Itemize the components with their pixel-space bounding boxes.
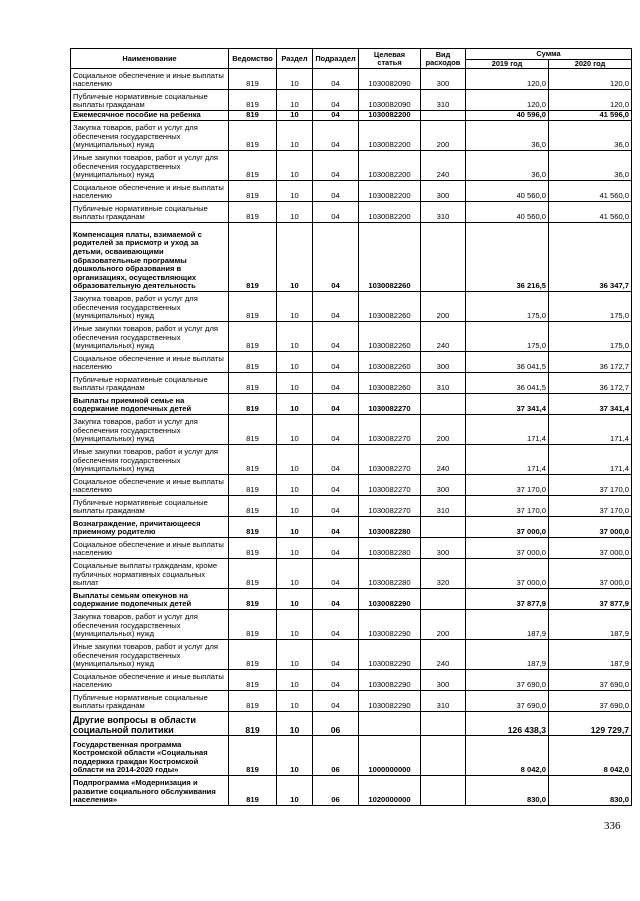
- header-name: Наименование: [71, 49, 229, 69]
- row-sum-2019: 175,0: [466, 292, 549, 322]
- table-row: [71, 223, 632, 292]
- row-section: 10: [277, 111, 313, 121]
- row-sum-2020: 37 170,0: [549, 475, 632, 496]
- row-subsection: 04: [313, 322, 359, 352]
- row-sum-2020: 41 560,0: [549, 181, 632, 202]
- row-sum-2019: 37 690,0: [466, 670, 549, 691]
- row-section: 10: [277, 322, 313, 352]
- row-sum-2019: 37 000,0: [466, 559, 549, 589]
- row-subsection: 04: [313, 373, 359, 394]
- row-exp-type: 200: [421, 415, 466, 445]
- table-row: [71, 610, 632, 640]
- row-sum-2019: 40 560,0: [466, 181, 549, 202]
- row-sum-2019: 830,0: [466, 776, 549, 806]
- row-subsection: 04: [313, 589, 359, 610]
- row-subsection: 04: [313, 670, 359, 691]
- row-sum-2019: 37 170,0: [466, 475, 549, 496]
- row-section: 10: [277, 69, 313, 90]
- row-sum-2020: 37 000,0: [549, 559, 632, 589]
- row-article: 1030082290: [359, 670, 421, 691]
- row-article: 1030082090: [359, 69, 421, 90]
- row-sum-2019: 120,0: [466, 69, 549, 90]
- row-name: Публичные нормативные социальные выплаты гражданам: [71, 90, 229, 111]
- row-dept: 819: [229, 90, 277, 111]
- row-name: Социальное обеспечение и иные выплаты населению: [71, 670, 229, 691]
- row-subsection: 04: [313, 640, 359, 670]
- row-sum-2020: 37 000,0: [549, 517, 632, 538]
- row-sum-2020: 37 170,0: [549, 496, 632, 517]
- table-row: [71, 691, 632, 712]
- row-article: 1030082260: [359, 373, 421, 394]
- row-sum-2019: 126 438,3: [466, 712, 549, 736]
- row-name: Иные закупки товаров, работ и услуг для обеспечения государственных (муниципальных) нужд: [71, 151, 229, 181]
- row-dept: 819: [229, 538, 277, 559]
- row-exp-type: 300: [421, 538, 466, 559]
- row-dept: 819: [229, 415, 277, 445]
- row-section: 10: [277, 121, 313, 151]
- row-article: 1030082290: [359, 640, 421, 670]
- row-exp-type: 240: [421, 322, 466, 352]
- row-exp-type: 300: [421, 670, 466, 691]
- row-exp-type: 310: [421, 202, 466, 223]
- row-section: 10: [277, 517, 313, 538]
- row-article: 1030082270: [359, 394, 421, 415]
- row-sum-2019: 8 042,0: [466, 736, 549, 776]
- row-article: 1030082280: [359, 538, 421, 559]
- row-article: 1030082260: [359, 292, 421, 322]
- row-sum-2020: 120,0: [549, 90, 632, 111]
- row-section: 10: [277, 445, 313, 475]
- row-section: 10: [277, 610, 313, 640]
- table-row: [71, 151, 632, 181]
- row-name: Выплаты семьям опекунов на содержание подопечных детей: [71, 589, 229, 610]
- row-sum-2020: 175,0: [549, 322, 632, 352]
- row-section: 10: [277, 776, 313, 806]
- row-sum-2020: 171,4: [549, 445, 632, 475]
- row-section: 10: [277, 202, 313, 223]
- row-section: 10: [277, 223, 313, 292]
- row-dept: 819: [229, 712, 277, 736]
- row-subsection: 04: [313, 69, 359, 90]
- row-dept: 819: [229, 691, 277, 712]
- row-article: 1030082290: [359, 589, 421, 610]
- header-dept: Ведомство: [229, 49, 277, 69]
- row-exp-type: 200: [421, 292, 466, 322]
- row-exp-type: [421, 589, 466, 610]
- row-exp-type: [421, 776, 466, 806]
- row-article: 1030082290: [359, 691, 421, 712]
- row-sum-2020: 41 596,0: [549, 111, 632, 121]
- row-dept: 819: [229, 322, 277, 352]
- row-sum-2020: 120,0: [549, 69, 632, 90]
- row-article: 1030082200: [359, 111, 421, 121]
- row-subsection: 04: [313, 496, 359, 517]
- row-sum-2019: 37 690,0: [466, 691, 549, 712]
- table-row: [71, 496, 632, 517]
- table-row: [71, 736, 632, 776]
- row-sum-2020: 187,9: [549, 610, 632, 640]
- row-dept: 819: [229, 517, 277, 538]
- row-name: Ежемесячное пособие на ребенка: [71, 111, 229, 121]
- row-subsection: 06: [313, 712, 359, 736]
- table-row: [71, 712, 632, 736]
- row-name: Социальное обеспечение и иные выплаты населению: [71, 475, 229, 496]
- row-exp-type: [421, 517, 466, 538]
- row-name: Закупка товаров, работ и услуг для обеспечения государственных (муниципальных) нужд: [71, 292, 229, 322]
- row-article: 1030082280: [359, 517, 421, 538]
- row-section: 10: [277, 589, 313, 610]
- row-sum-2019: 36,0: [466, 151, 549, 181]
- row-sum-2020: 830,0: [549, 776, 632, 806]
- table-row: [71, 589, 632, 610]
- row-sum-2020: 41 560,0: [549, 202, 632, 223]
- row-dept: 819: [229, 181, 277, 202]
- row-article: 1020000000: [359, 776, 421, 806]
- table-row: [71, 373, 632, 394]
- header-exp-type: Вид расходов: [421, 49, 466, 69]
- row-sum-2019: 37 341,4: [466, 394, 549, 415]
- row-subsection: 04: [313, 691, 359, 712]
- row-article: 1030082200: [359, 202, 421, 223]
- row-sum-2020: 36 172,7: [549, 373, 632, 394]
- row-dept: 819: [229, 559, 277, 589]
- page-number: 336: [604, 820, 621, 832]
- row-exp-type: [421, 712, 466, 736]
- table-row: [71, 415, 632, 445]
- budget-table: [70, 48, 632, 806]
- header-sum: Сумма: [466, 49, 632, 60]
- row-article: 1030082200: [359, 181, 421, 202]
- row-sum-2020: 37 877,9: [549, 589, 632, 610]
- row-subsection: 04: [313, 111, 359, 121]
- row-article: 1030082270: [359, 475, 421, 496]
- row-sum-2020: 36 172,7: [549, 352, 632, 373]
- row-dept: 819: [229, 475, 277, 496]
- row-section: 10: [277, 559, 313, 589]
- row-sum-2020: 171,4: [549, 415, 632, 445]
- row-article: 1030082280: [359, 559, 421, 589]
- header-section: Раздел: [277, 49, 313, 69]
- row-section: 10: [277, 475, 313, 496]
- row-section: 10: [277, 181, 313, 202]
- row-exp-type: 300: [421, 352, 466, 373]
- row-dept: 819: [229, 373, 277, 394]
- row-name: Закупка товаров, работ и услуг для обеспечения государственных (муниципальных) нужд: [71, 415, 229, 445]
- row-sum-2019: 37 000,0: [466, 517, 549, 538]
- row-article: 1030082290: [359, 610, 421, 640]
- header-year-2019: 2019 год: [466, 60, 549, 69]
- row-name: Выплаты приемной семье на содержание подопечных детей: [71, 394, 229, 415]
- row-subsection: 04: [313, 475, 359, 496]
- row-sum-2019: 171,4: [466, 445, 549, 475]
- row-subsection: 06: [313, 736, 359, 776]
- row-name: Социальное обеспечение и иные выплаты населению: [71, 69, 229, 90]
- row-subsection: 04: [313, 415, 359, 445]
- row-sum-2020: 36,0: [549, 121, 632, 151]
- row-subsection: 04: [313, 292, 359, 322]
- row-sum-2019: 36,0: [466, 121, 549, 151]
- row-dept: 819: [229, 151, 277, 181]
- row-article: 1030082090: [359, 90, 421, 111]
- table-row: [71, 111, 632, 121]
- row-subsection: 04: [313, 559, 359, 589]
- row-exp-type: 300: [421, 475, 466, 496]
- row-subsection: 04: [313, 151, 359, 181]
- row-article: 1000000000: [359, 736, 421, 776]
- row-name: Социальное обеспечение и иные выплаты населению: [71, 352, 229, 373]
- row-section: 10: [277, 538, 313, 559]
- header-article: Целевая статья: [359, 49, 421, 69]
- row-sum-2019: 40 596,0: [466, 111, 549, 121]
- row-subsection: 04: [313, 394, 359, 415]
- row-section: 10: [277, 670, 313, 691]
- row-section: 10: [277, 352, 313, 373]
- table-body: [71, 69, 632, 806]
- row-section: 10: [277, 292, 313, 322]
- row-sum-2019: 171,4: [466, 415, 549, 445]
- row-section: 10: [277, 415, 313, 445]
- row-section: 10: [277, 394, 313, 415]
- row-subsection: 04: [313, 517, 359, 538]
- table-row: [71, 559, 632, 589]
- row-section: 10: [277, 640, 313, 670]
- row-section: 10: [277, 90, 313, 111]
- row-sum-2019: 37 170,0: [466, 496, 549, 517]
- table-row: [71, 292, 632, 322]
- table-row: [71, 640, 632, 670]
- row-article: 1030082200: [359, 121, 421, 151]
- table-row: [71, 90, 632, 111]
- row-sum-2020: 8 042,0: [549, 736, 632, 776]
- row-name: Иные закупки товаров, работ и услуг для обеспечения государственных (муниципальных) нужд: [71, 322, 229, 352]
- row-dept: 819: [229, 69, 277, 90]
- table-row: [71, 517, 632, 538]
- header-year-2020: 2020 год: [549, 60, 632, 69]
- row-name: Подпрограмма «Модернизация и развитие социального обслуживания населения»: [71, 776, 229, 806]
- row-subsection: 04: [313, 223, 359, 292]
- row-sum-2020: 37 000,0: [549, 538, 632, 559]
- row-sum-2020: 36,0: [549, 151, 632, 181]
- row-subsection: 04: [313, 352, 359, 373]
- table-row: [71, 181, 632, 202]
- table-row: [71, 202, 632, 223]
- row-section: 10: [277, 373, 313, 394]
- row-section: 10: [277, 736, 313, 776]
- row-dept: 819: [229, 121, 277, 151]
- row-exp-type: 200: [421, 610, 466, 640]
- row-name: Закупка товаров, работ и услуг для обеспечения государственных (муниципальных) нужд: [71, 610, 229, 640]
- row-name: Публичные нормативные социальные выплаты гражданам: [71, 202, 229, 223]
- row-exp-type: 240: [421, 445, 466, 475]
- table-row: [71, 475, 632, 496]
- row-sum-2020: 37 690,0: [549, 691, 632, 712]
- row-name: Социальное обеспечение и иные выплаты населению: [71, 181, 229, 202]
- row-exp-type: [421, 736, 466, 776]
- row-exp-type: 300: [421, 181, 466, 202]
- row-name: Вознаграждение, причитающееся приемному родителю: [71, 517, 229, 538]
- row-sum-2020: 187,9: [549, 640, 632, 670]
- row-article: [359, 712, 421, 736]
- row-sum-2019: 175,0: [466, 322, 549, 352]
- row-exp-type: 310: [421, 691, 466, 712]
- row-exp-type: 310: [421, 90, 466, 111]
- row-sum-2019: 187,9: [466, 610, 549, 640]
- row-name: Социальное обеспечение и иные выплаты населению: [71, 538, 229, 559]
- row-article: 1030082260: [359, 322, 421, 352]
- row-sum-2020: 129 729,7: [549, 712, 632, 736]
- row-dept: 819: [229, 394, 277, 415]
- table-row: [71, 670, 632, 691]
- row-article: 1030082260: [359, 352, 421, 373]
- row-section: 10: [277, 712, 313, 736]
- row-dept: 819: [229, 589, 277, 610]
- row-dept: 819: [229, 610, 277, 640]
- row-subsection: 04: [313, 121, 359, 151]
- row-exp-type: [421, 111, 466, 121]
- row-sum-2020: 37 690,0: [549, 670, 632, 691]
- row-sum-2019: 37 000,0: [466, 538, 549, 559]
- row-dept: 819: [229, 445, 277, 475]
- row-sum-2019: 36 216,5: [466, 223, 549, 292]
- row-dept: 819: [229, 111, 277, 121]
- row-subsection: 04: [313, 181, 359, 202]
- row-name: Публичные нормативные социальные выплаты гражданам: [71, 496, 229, 517]
- row-name: Закупка товаров, работ и услуг для обеспечения государственных (муниципальных) нужд: [71, 121, 229, 151]
- row-name: Публичные нормативные социальные выплаты гражданам: [71, 373, 229, 394]
- row-subsection: 06: [313, 776, 359, 806]
- row-subsection: 04: [313, 202, 359, 223]
- row-dept: 819: [229, 496, 277, 517]
- row-article: 1030082270: [359, 496, 421, 517]
- table-row: [71, 538, 632, 559]
- row-exp-type: 310: [421, 496, 466, 517]
- row-section: 10: [277, 691, 313, 712]
- row-dept: 819: [229, 776, 277, 806]
- row-name: Публичные нормативные социальные выплаты гражданам: [71, 691, 229, 712]
- table-row: [71, 445, 632, 475]
- table-row: [71, 69, 632, 90]
- row-sum-2019: 40 560,0: [466, 202, 549, 223]
- table-row: [71, 121, 632, 151]
- row-sum-2020: 175,0: [549, 292, 632, 322]
- row-exp-type: 240: [421, 151, 466, 181]
- row-sum-2019: 120,0: [466, 90, 549, 111]
- table-row: [71, 394, 632, 415]
- header-subsection: Подраздел: [313, 49, 359, 69]
- row-dept: 819: [229, 202, 277, 223]
- row-article: 1030082200: [359, 151, 421, 181]
- row-dept: 819: [229, 640, 277, 670]
- row-dept: 819: [229, 670, 277, 691]
- row-sum-2019: 36 041,5: [466, 373, 549, 394]
- row-subsection: 04: [313, 610, 359, 640]
- row-sum-2020: 37 341,4: [549, 394, 632, 415]
- row-sum-2020: 36 347,7: [549, 223, 632, 292]
- row-dept: 819: [229, 736, 277, 776]
- row-section: 10: [277, 496, 313, 517]
- row-article: 1030082270: [359, 445, 421, 475]
- row-name: Государственная программа Костромской области «Социальная поддержка граждан Костромской области на 2014-2020 годы»: [71, 736, 229, 776]
- budget-sheet: [70, 48, 631, 806]
- row-exp-type: [421, 223, 466, 292]
- row-sum-2019: 187,9: [466, 640, 549, 670]
- row-article: 1030082260: [359, 223, 421, 292]
- row-name: Социальные выплаты гражданам, кроме публичных нормативных социальных выплат: [71, 559, 229, 589]
- row-name: Иные закупки товаров, работ и услуг для обеспечения государственных (муниципальных) нужд: [71, 640, 229, 670]
- table-row: [71, 352, 632, 373]
- row-exp-type: 300: [421, 69, 466, 90]
- row-name: Компенсация платы, взимаемой с родителей за присмотр и уход за детьми, осваивающими образовательные программы дошкольного образования в организациях, осуществляющих образовательную деятельность: [71, 223, 229, 292]
- table-row: [71, 322, 632, 352]
- row-exp-type: 320: [421, 559, 466, 589]
- row-exp-type: 200: [421, 121, 466, 151]
- row-subsection: 04: [313, 90, 359, 111]
- row-exp-type: 310: [421, 373, 466, 394]
- row-dept: 819: [229, 223, 277, 292]
- row-subsection: 04: [313, 538, 359, 559]
- row-section: 10: [277, 151, 313, 181]
- row-dept: 819: [229, 352, 277, 373]
- row-name: Иные закупки товаров, работ и услуг для обеспечения государственных (муниципальных) нужд: [71, 445, 229, 475]
- row-sum-2019: 36 041,5: [466, 352, 549, 373]
- table-row: [71, 776, 632, 806]
- row-exp-type: [421, 394, 466, 415]
- row-name: Другие вопросы в области социальной политики: [71, 712, 229, 736]
- row-dept: 819: [229, 292, 277, 322]
- row-sum-2019: 37 877,9: [466, 589, 549, 610]
- row-subsection: 04: [313, 445, 359, 475]
- row-exp-type: 240: [421, 640, 466, 670]
- row-article: 1030082270: [359, 415, 421, 445]
